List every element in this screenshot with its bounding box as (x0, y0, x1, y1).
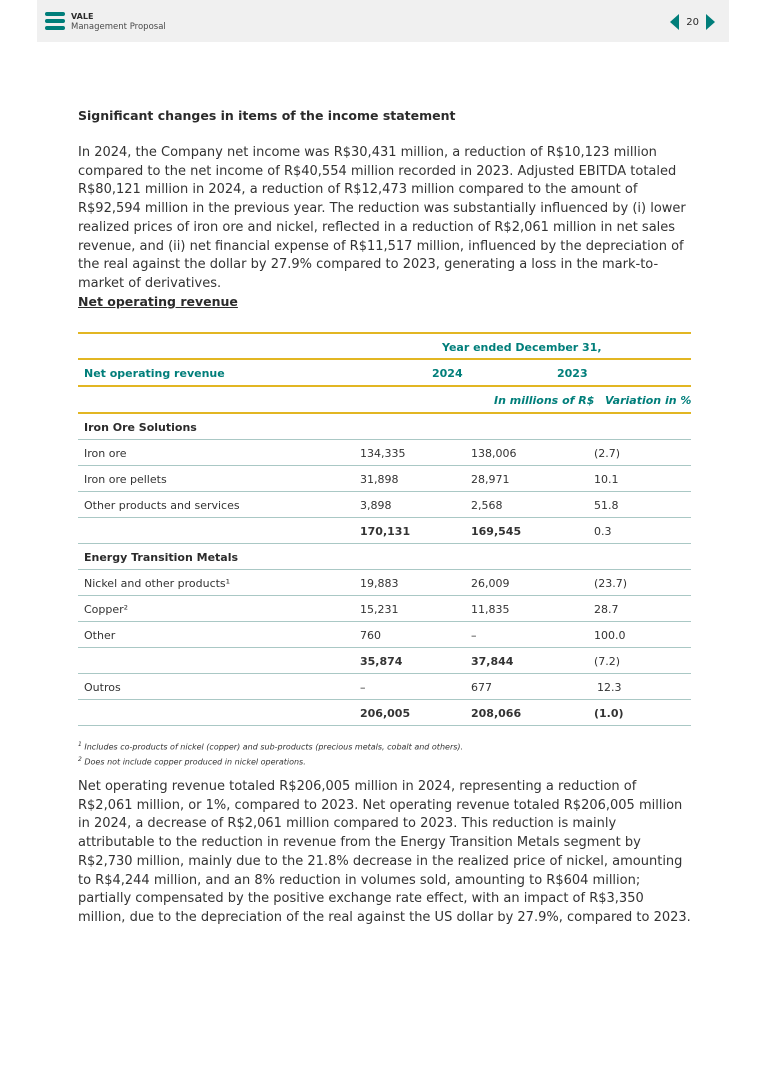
pager (670, 14, 715, 30)
section-label: Energy Transition Metals (84, 551, 239, 564)
subtotal-2023: 169,545 (471, 525, 522, 538)
value-2023: – (471, 629, 477, 642)
value-2023: 138,006 (471, 447, 517, 460)
brand (71, 11, 166, 33)
row-label: Other (84, 629, 116, 642)
table-row (78, 466, 691, 492)
subtotal-row (78, 648, 691, 674)
total-2023: 208,066 (471, 707, 522, 720)
subtotal-2024: 35,874 (360, 655, 403, 668)
table-row (78, 492, 691, 518)
row-label: Other products and services (84, 499, 240, 512)
header-units: In millions of R$ (494, 394, 595, 407)
variation: (23.7) (594, 577, 628, 590)
variation: 100.0 (594, 629, 626, 642)
subtotal-variation: (7.2) (594, 655, 621, 668)
value-2024: – (360, 681, 366, 694)
revenue-table (78, 332, 691, 726)
table-header-label-row (78, 358, 691, 385)
footnote-1 (78, 739, 463, 754)
subtotal-2024: 170,131 (360, 525, 411, 538)
value-2024: 15,231 (360, 603, 399, 616)
total-variation: (1.0) (594, 707, 624, 720)
table-header-label: Net operating revenue (84, 367, 225, 380)
total-row (78, 700, 691, 726)
variation: 10.1 (594, 473, 619, 486)
subtotal-row (78, 518, 691, 544)
total-2024: 206,005 (360, 707, 411, 720)
net-operating-revenue-heading: Net operating revenue (78, 294, 238, 309)
value-2023: 28,971 (471, 473, 510, 486)
section-label: Iron Ore Solutions (84, 421, 197, 434)
previous-page-icon[interactable] (670, 14, 679, 30)
page-header (37, 0, 729, 42)
value-2024: 19,883 (360, 577, 399, 590)
footnote-text: Does not include copper produced in nickel operations. (84, 757, 306, 767)
row-label: Nickel and other products¹ (84, 577, 231, 590)
table-header-year-row (78, 332, 691, 358)
next-page-icon[interactable] (706, 14, 715, 30)
value-2023: 11,835 (471, 603, 510, 616)
header-2024: 2024 (432, 367, 463, 380)
document-subtitle: Management Proposal (71, 22, 166, 32)
table-row (78, 440, 691, 466)
footnote-2 (78, 754, 463, 769)
brand-name: VALE (71, 12, 94, 21)
variation: (2.7) (594, 447, 621, 460)
footnote-text: Includes co-products of nickel (copper) and sub-products (precious metals, cobalt and others). (84, 742, 464, 752)
variation: 12.3 (597, 681, 622, 694)
table-header-units-row (78, 385, 691, 414)
page-number: 20 (686, 16, 699, 28)
footnote-marker: 1 (78, 741, 82, 748)
header-variation: Variation in % (605, 394, 692, 407)
value-2023: 26,009 (471, 577, 510, 590)
header-2023: 2023 (557, 367, 588, 380)
value-2024: 760 (360, 629, 381, 642)
subtotal-2023: 37,844 (471, 655, 514, 668)
section-row-energy-transition-metals (78, 544, 691, 570)
value-2023: 2,568 (471, 499, 503, 512)
value-2023: 677 (471, 681, 492, 694)
table-row (78, 674, 691, 700)
section-row-iron-ore-solutions (78, 414, 691, 440)
value-2024: 134,335 (360, 447, 406, 460)
table-row (78, 570, 691, 596)
value-2024: 31,898 (360, 473, 399, 486)
footnote-marker: 2 (78, 755, 82, 763)
row-label: Outros (84, 681, 121, 694)
table-row (78, 622, 691, 648)
subtotal-variation: 0.3 (594, 525, 612, 538)
footnotes (78, 739, 463, 768)
row-label: Iron ore (84, 447, 127, 460)
section-heading: Significant changes in items of the income statement (78, 108, 456, 123)
row-label: Iron ore pellets (84, 473, 167, 486)
table-row (78, 596, 691, 622)
year-ended-header: Year ended December 31, (442, 341, 602, 354)
variation: 51.8 (594, 499, 619, 512)
variation: 28.7 (594, 603, 619, 616)
intro-paragraph: In 2024, the Company net income was R$30,431 million, a reduction of R$10,123 million compared to the net income of R$40,554 million recorded in 2023. Adjusted EBITDA totaled R$80,121 million in 2024, a reduction of R$12,473 million compared to the amount of R$92,594 million in the previous year. The reduction was substantially influenced by (i) lower realized prices of iron ore and nickel, reflected in a reduction of R$2,061 million in net sales revenue, and (ii) net financial expense of R$11,517 million, influenced by the depreciation of the real against the dollar by 27.9% compared to 2023, generating a loss in the mark-to-market of derivatives. (78, 145, 686, 291)
menu-icon[interactable] (45, 12, 65, 30)
value-2024: 3,898 (360, 499, 392, 512)
row-label: Copper² (84, 603, 129, 616)
revenue-paragraph: Net operating revenue totaled R$206,005 million in 2024, representing a reduction of R$2,061 million, or 1%, compared to 2023. Net operating revenue totaled R$206,005 million in 2024, a decrease of R$2,061 million compared to 2023. This reduction is mainly attributable to the reduction in revenue from the Energy Transition Metals segment by R$2,730 million, mainly due to the 21.8% decrease in the realized price of nickel, amounting to R$4,244 million, and an 8% reduction in volumes sold, amounting to R$604 million; partially compensated by the positive exchange rate effect, with an impact of R$3,350 million, due to the depreciation of the real against the US dollar by 27.9%, compared to 2023. (78, 779, 691, 925)
